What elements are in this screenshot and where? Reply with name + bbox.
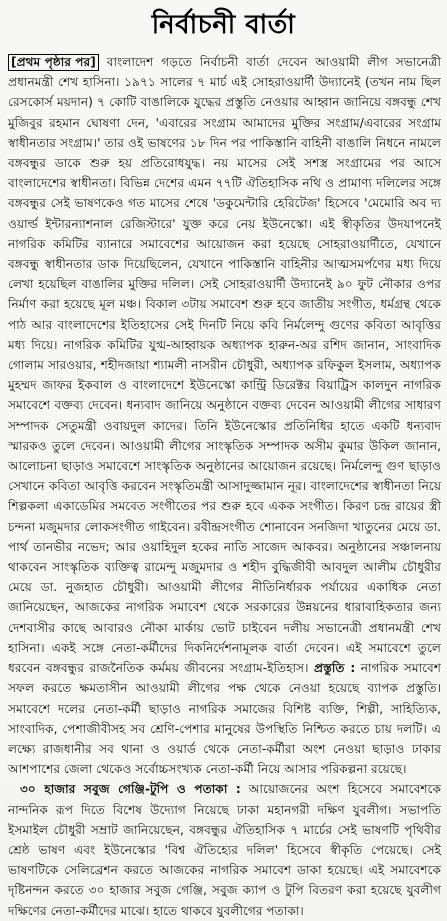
article-body [0, 52, 447, 921]
continuation-tag: [প্রথম পৃষ্ঠার পর] [8, 54, 99, 71]
prep-text: নাগরিক সমাবেশ সফল করতে ক্ষমতাসীন আওয়ামী লীগের পক্ষ থেকে নেওয়া হয়েছে ব্যাপক প্রস্তুতি। সমাবেশে দলের নেতা-কর্মী ছাড়াও নাগরিক সমাজের বিশিষ্ট ব্যক্তি, শিল্পী, সাহিত্যিক, সাংবাদিক, পেশাজীবীসহ সব শ্রেণি-পেশার মানুষের উপস্থিতি নিশ্চিত করতে চায় দলটি। এ লক্ষ্যে রাজধানীর সব থানা ও ওয়ার্ড থেকে নেতা-কর্মীরা অংশ নেওয়া ছাড়াও ঢাকার আশপাশের জেলা থেকেও সর্বোচ্চসংখ্যক নেতা-কর্মী নিয়ে আসার পরিকল্পনা রয়েছে। [8, 661, 442, 777]
caps-text: আয়োজনের অংশ হিসেবে সমাবেশকে নান্দনিক রূপ দিতে বিশেষ উদ্যোগ নিয়েছে ঢাকা মহানগরী দক্ষিণ যুবলীগ। সভাপতি ইসমাইল চৌধুরী সম্রাট জানিয়েছেন, বঙ্গবন্ধুর ঐতিহাসিক ৭ মার্চের সেই ভাষণটি পৃথিবীর শ্রেষ্ঠ ভাষণ এবং ইউনেস্কোর 'বিশ্ব ঐতিহ্যের দলিল' হিসেবে স্বীকৃতি পেয়েছে। সেই ভাষণটিকে সেলিব্রেশন করতে আজকের নাগরিক সমাবেশ ডাকা হয়েছে। এই সমাবেশকে দৃষ্টিনন্দন করতে ৩০ হাজার সবুজ গেঞ্জি, সবুজ ক্যাপ ও টুপি বিতরণ করা হয়েছে যুবলীগ দক্ষিণের নেতা-কর্মীদের মাঝে। হাতে থাকবে যুবলীগের পতাকা। [8, 782, 441, 918]
headline: নির্বাচনী বার্তা [151, 10, 296, 40]
prep-label: প্রস্তুতি : [313, 661, 356, 676]
paragraph-1 [8, 52, 441, 779]
paragraph-1-text: বাংলাদেশ গড়তে নির্বাচনী বার্তা দেবেন আওয়ামী লীগ সভানেত্রী প্রধানমন্ত্রী শেখ হাসিনা। ১৯৭১ সালের ৭ মার্চ এই সোহরাওয়ার্দী উদ্যানেই (তখন নাম ছিল রেসকোর্স ময়দান) ৭ কোটি বাঙালিকে যুদ্ধের প্রস্তুতি নেওয়ার আহ্বান জানিয়ে বঙ্গবন্ধু শেখ মুজিবুর রহমান ঘোষণা দেন, 'এবারের সংগ্রাম আমাদের মুক্তির সংগ্রাম/এবারের সংগ্রাম স্বাধীনতার সংগ্রাম।' তার ওই ভাষণের ১৮ দিন পর পাকিস্তানি বাহিনী বাঙালি নিধনে নামলে বঙ্গবন্ধুর ডাকে শুরু হয় প্রতিরোধযুদ্ধ। নয় মাসের সেই সশস্ত্র সংগ্রামের পর আসে বাংলাদেশের স্বাধীনতা। বিভিন্ন দেশের এমন ৭৭টি ঐতিহাসিক নথি ও প্রামাণ্য দলিলের সঙ্গে বঙ্গবন্ধুর সেই ভাষণকেও গত মাসের শেষে 'ডকুমেন্টারি হেরিটেজ' হিসেবে 'মেমোরি অব দ্য ওয়ার্ল্ড ইন্টারন্যাশনাল রেজিস্টারে' যুক্ত করে নেয় ইউনেস্কো। এই স্বীকৃতির উদযাপনেই নাগরিক কমিটির ব্যানারে সমাবেশের আয়োজন করা হয়েছে সোহরাওয়ার্দীতে, যেখানে বঙ্গবন্ধু স্বাধীনতার ডাক দিয়েছিলেন, যেখানে পাকিস্তানি বাহিনীর আত্মসমর্পণের মধ্য দিয়ে লেখা হয়েছিল বাঙালির মুক্তির দলিল। সেই সোহরাওয়ার্দী উদ্যানেই ৯০ ফুট নৌকার ওপর নির্মাণ করা হয়েছে মূল মঞ্চ। বিকাল ৩টায় সমাবেশ শুরু হবে জাতীয় সংগীত, ধর্মগ্রন্থ থেকে পাঠ আর বাংলাদেশের ইতিহাসের সেই দিনটি নিয়ে কবি নির্মলেন্দু গুণের কবিতা আবৃত্তির মধ্য দিয়ে। নাগরিক কমিটির যুগ্ম-আহ্বায়ক অধ্যাপক হারুন-অর রশিদ জানান, সাংবাদিক গোলাম সারওয়ার, শহীদজায়া শ্যামলী নাসরীন চৌধুরী, অধ্যাপক রফিকুল ইসলাম, অধ্যাপক মুহম্মদ জাফর ইকবাল ও বাংলাদেশে ইউনেস্কো কান্ট্রি ডিরেক্টর বিয়াট্রিস কালদুন নাগরিক সমাবেশে বক্তব্য দেবেন। ধন্যবাদ জানিয়ে অনুষ্ঠানে বক্তব্য দেবেন আওয়ামী লীগের সাধারণ সম্পাদক সেতুমন্ত্রী ওবায়দুল কাদের। তিনি ইউনেস্কোর প্রতিনিধির হাতে একটি ধন্যবাদ স্মারকও তুলে দেবেন। আওয়ামী লীগের সাংস্কৃতিক সম্পাদক অসীম কুমার উকিল জানান, আলোচনা ছাড়াও সমাবেশে সাংস্কৃতিক অনুষ্ঠানের আয়োজন রয়েছে। নির্মলেন্দু গুণ ছাড়াও সেখানে কবিতা আবৃত্তি করবেন সংস্কৃতিমন্ত্রী আসাদুজ্জামান নূর। বাংলাদেশের স্বাধীনতা নিয়ে শিল্পকলা একাডেমির সমবেত সংগীতের পর শুরু হবে একক সংগীত। কিরণ চন্দ্র রায়ের স্ত্রী চন্দনা মজুমদার লোকসংগীত গাইবেন। রবীন্দ্রসংগীত শোনাবেন সনজিদা খাতুনের মেয়ে ডা. পার্থ তানভীর নভেদ; আর ওয়াহিদুল হকের নাতি সাজেদ আকবর। অনুষ্ঠানের সঞ্চালনায় থাকবেন সাংস্কৃতিক ব্যক্তিত্ব রামেন্দু মজুমদার ও শহীদ বুদ্ধিজীবী আবদুল আলীম চৌধুরীর মেয়ে ডা. নুজহাত চৌধুরী। আওয়ামী লীগের নীতিনির্ধারক পর্যায়ের একাধিক নেতা জানিয়েছেন, আজকের নাগরিক সমাবেশ থেকে সরকারের উন্নয়নের ধারাবাহিকতার জন্য দেশবাসীর কাছে আবারও নৌকা মার্কায় ভোট চাইবেন দলীয় সভানেত্রী প্রধানমন্ত্রী শেখ হাসিনা। একই সঙ্গে নেতা-কর্মীদের দিকনির্দেশনামূলক বার্তা দেবেন। এই সমাবেশে তুলে ধরবেন বঙ্গবন্ধুর রাজনৈতিক কর্মময় জীবনের সংগ্রাম-ইতিহাস। [8, 55, 441, 676]
headline-area [0, 0, 447, 52]
paragraph-2 [8, 779, 441, 920]
caps-label: ৩০ হাজার সবুজ গেঞ্জি-টুপি ও পতাকা : [20, 782, 241, 797]
